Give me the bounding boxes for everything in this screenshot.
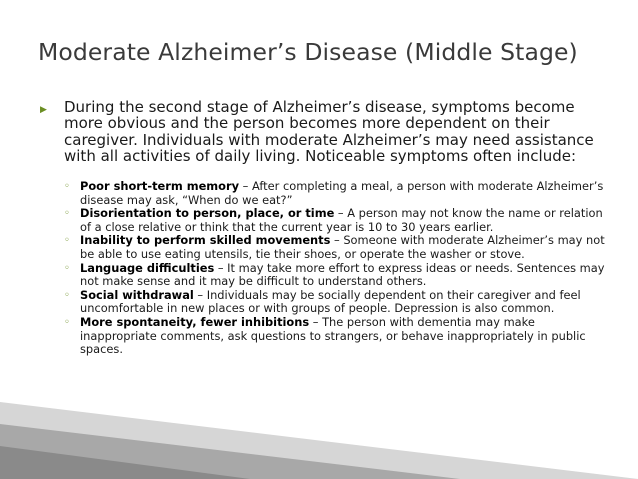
main-bullet-text: During the second stage of Alzheimer’s disease, symptoms become more obvious and the person becomes more dependent on their caregiver. Individuals with moderate Alzheimer’s may need assistance with all activities of daily living. Noticeable symptoms often include:: [64, 98, 594, 166]
slide-title: Moderate Alzheimer’s Disease (Middle Stage): [38, 38, 578, 66]
arrow-bullet-icon: ▶: [40, 105, 47, 115]
circle-bullet-icon: ◦: [64, 289, 70, 301]
sub-bullet-desc: – It may take more effort to express ideas or needs. Sentences may not make sense and it may be difficult to understand others.: [80, 260, 605, 289]
sub-bullet-term: Inability to perform skilled movements: [80, 233, 331, 248]
sub-bullet-desc: – Someone with moderate Alzheimer’s may not be able to use eating utensils, tie their shoes, or operate the washer or stove.: [80, 233, 605, 261]
sub-bullet-desc: – A person may not know the name or relation of a close relative or think that the current year is 10 to 30 years earlier.: [80, 206, 603, 234]
sub-bullet: [64, 234, 612, 261]
sub-bullet: [64, 180, 612, 207]
circle-bullet-icon: ◦: [64, 316, 70, 328]
sub-bullet-term: Disorientation to person, place, or time: [80, 206, 335, 221]
circle-bullet-icon: ◦: [64, 208, 70, 220]
sub-bullet: [64, 207, 612, 234]
sub-bullet-term: More spontaneity, fewer inhibitions: [80, 314, 310, 329]
sub-bullet: [64, 316, 612, 357]
sub-bullet-list: [64, 180, 612, 357]
sub-bullet-desc: – After completing a meal, a person with moderate Alzheimer’s disease may ask, “When do we eat?”: [80, 179, 604, 207]
sub-bullet-term: Social withdrawal: [80, 287, 194, 302]
circle-bullet-icon: ◦: [64, 235, 70, 247]
sub-bullet-term: Language difficulties: [80, 260, 215, 275]
circle-bullet-icon: ◦: [64, 181, 70, 192]
sub-bullet-desc: – The person with dementia may make inappropriate comments, ask questions to strangers, or behave inappropriately in public spaces.: [80, 314, 586, 357]
circle-bullet-icon: ◦: [64, 262, 70, 274]
sub-bullet: [64, 289, 612, 316]
sub-bullet-term: Poor short-term memory: [80, 179, 240, 193]
sub-bullet-desc: – Individuals may be socially dependent on their caregiver and feel uncomfortable in new places or with groups of people. Depression is also common.: [80, 287, 581, 316]
sub-bullet: [64, 262, 612, 289]
